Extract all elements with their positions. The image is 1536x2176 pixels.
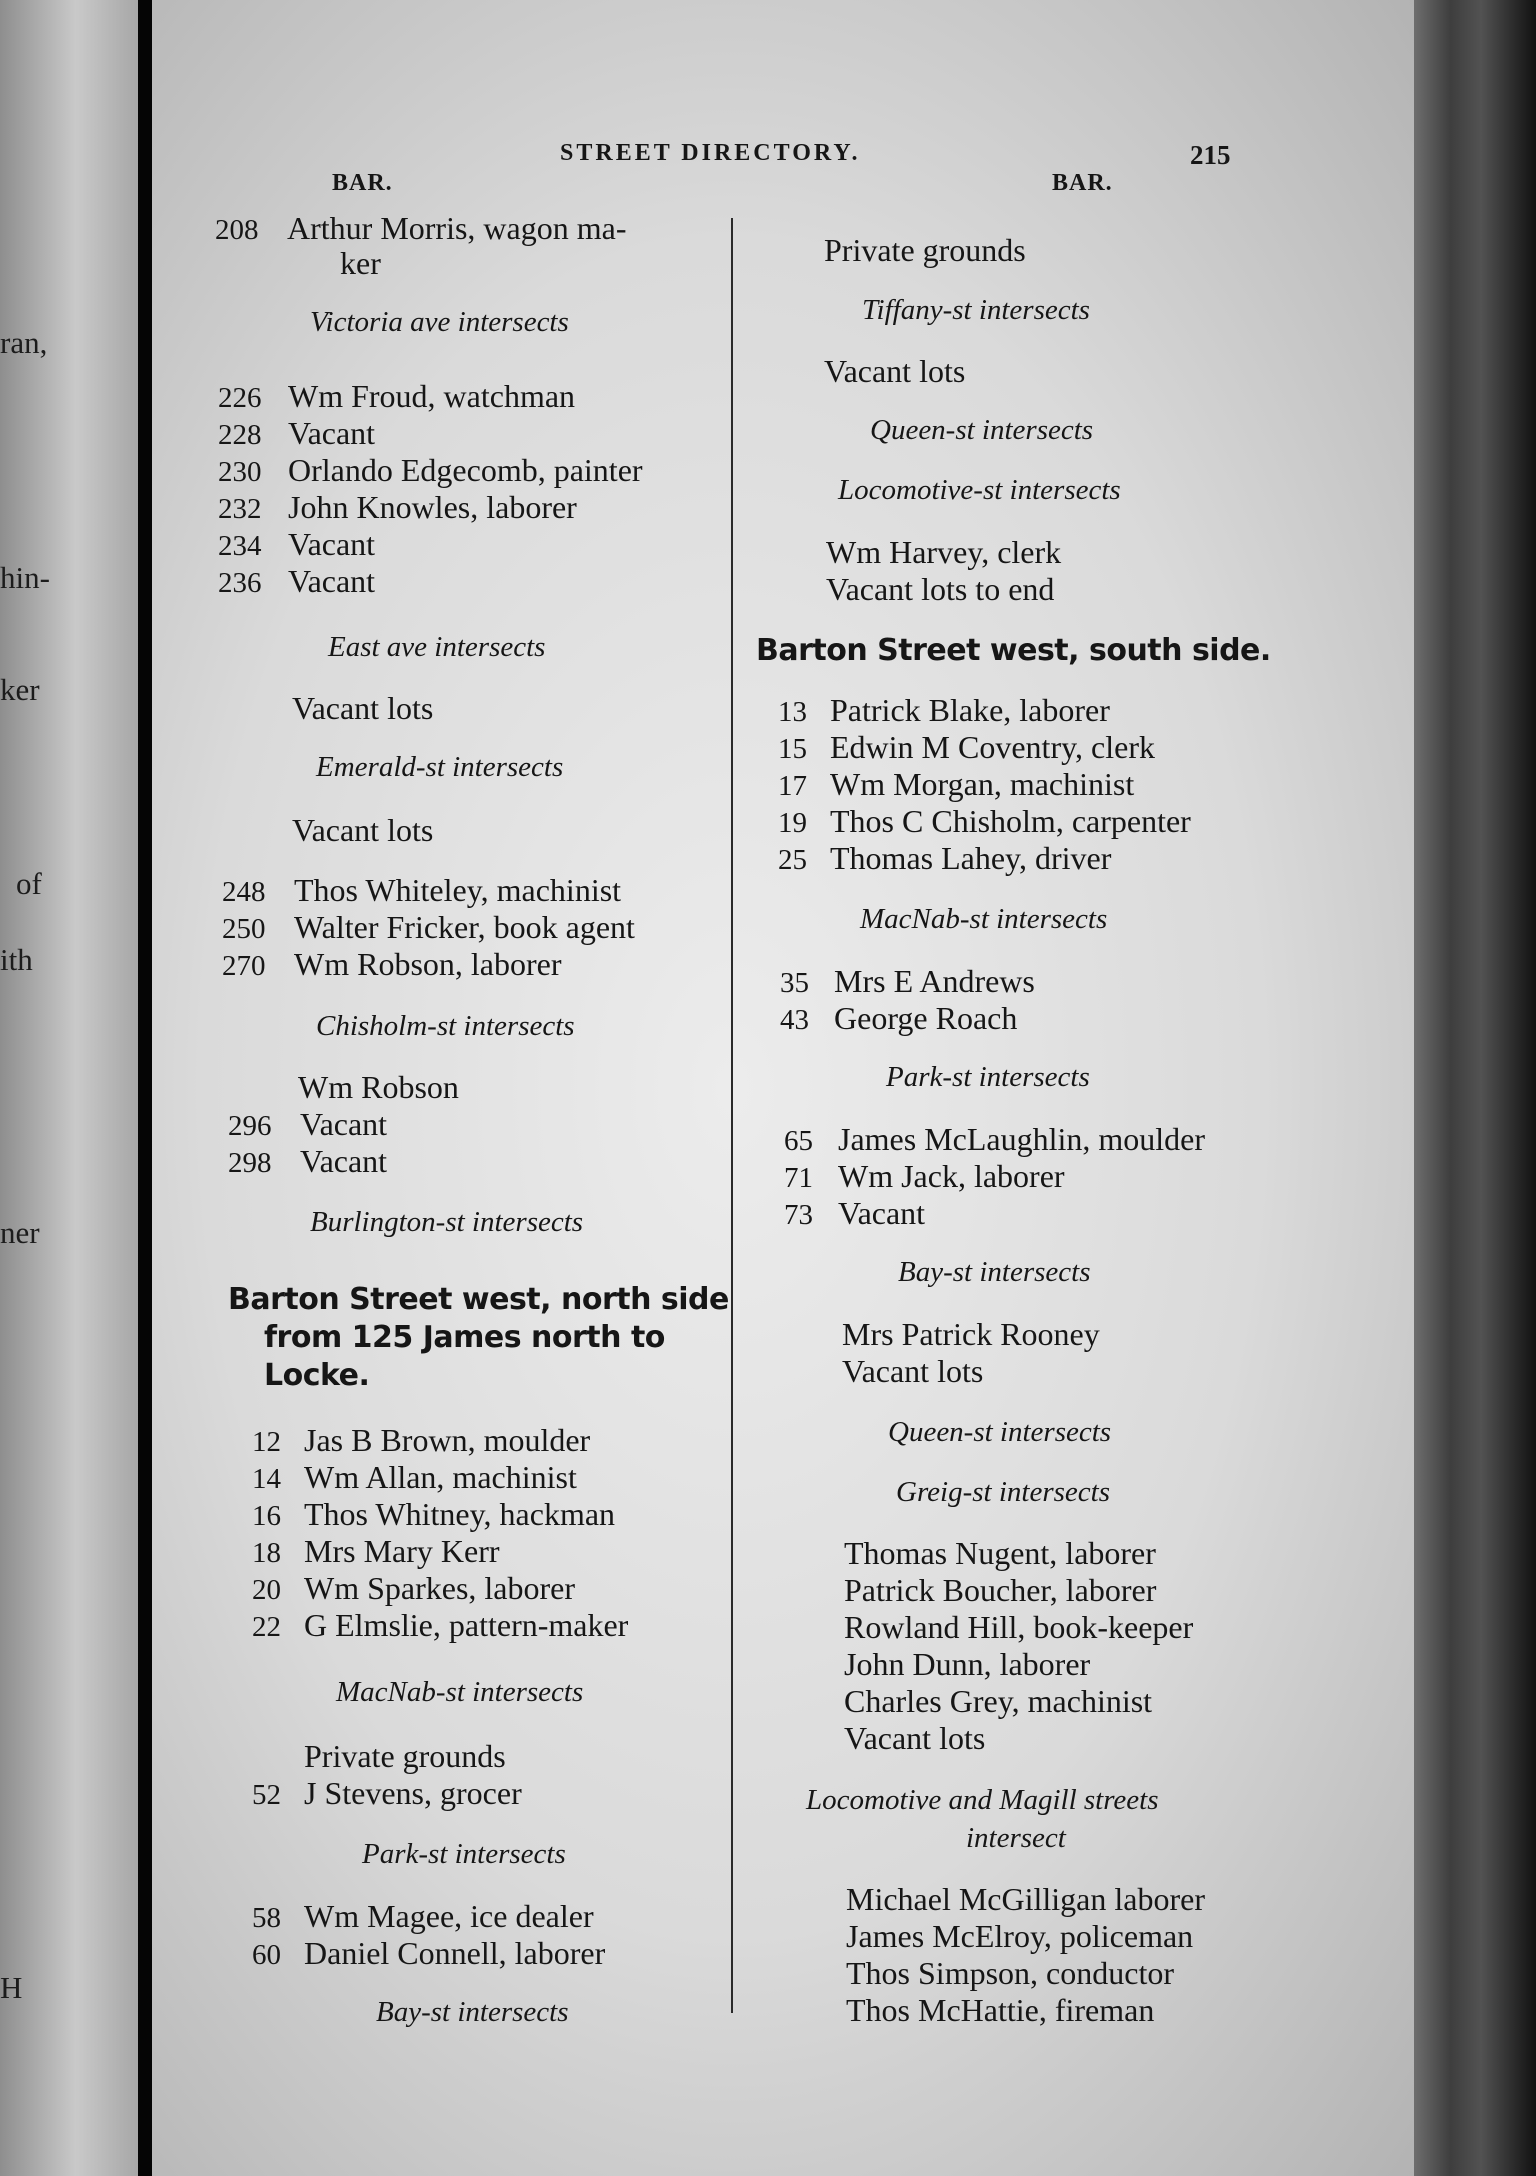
list-item: Vacant lots [292, 812, 434, 848]
list-item: Rowland Hill, book-keeper [844, 1609, 1194, 1645]
resident: Wm Jack, laborer [838, 1158, 1065, 1194]
list-item [784, 1195, 925, 1234]
list-item [218, 452, 643, 491]
list-item [780, 963, 1035, 1002]
list-item [218, 415, 375, 454]
house-number: 18 [252, 1537, 281, 1569]
house-number: 58 [252, 1902, 281, 1934]
list-item [784, 1121, 1205, 1160]
list-item [252, 1898, 594, 1937]
street-heading: Barton Street west, south side. [756, 633, 1271, 668]
resident: Wm Sparkes, laborer [304, 1570, 576, 1606]
list-item [252, 1459, 577, 1498]
list-item: Vacant lots [842, 1353, 984, 1389]
list-item [222, 909, 635, 948]
list-item [778, 803, 1191, 842]
list-item [252, 1607, 628, 1646]
house-number: 248 [222, 876, 266, 908]
page-header: STREET DIRECTORY. [560, 140, 861, 166]
intersection-note: intersect [966, 1822, 1066, 1854]
list-item [218, 526, 375, 565]
list-item [252, 1496, 615, 1535]
list-item [778, 692, 1110, 731]
page-edge [1414, 0, 1536, 2176]
intersection-note: Chisholm-st intersects [316, 1010, 575, 1042]
list-item [228, 1106, 387, 1145]
resident: George Roach [834, 1000, 1018, 1036]
house-number: 73 [784, 1199, 813, 1231]
list-item: Vacant lots [292, 690, 434, 726]
house-number: 14 [252, 1463, 281, 1495]
list-item: Thos McHattie, fireman [846, 1992, 1155, 2028]
house-number: 270 [222, 950, 266, 982]
list-item: John Dunn, laborer [844, 1646, 1091, 1682]
resident: Thos Whitney, hackman [304, 1496, 616, 1532]
list-item: Thomas Nugent, laborer [844, 1535, 1156, 1571]
house-number: 232 [218, 493, 262, 525]
list-item [780, 1000, 1017, 1039]
list-item [778, 766, 1134, 805]
list-item [252, 1570, 575, 1609]
intersection-note: Emerald-st intersects [316, 751, 564, 783]
house-number: 230 [218, 456, 262, 488]
resident: Thos C Chisholm, carpenter [830, 803, 1191, 839]
margin-fragment: H [0, 1970, 23, 2005]
column-divider [731, 218, 733, 2013]
house-number: 13 [778, 696, 807, 728]
intersection-note: Greig-st intersects [896, 1476, 1110, 1508]
resident: J Stevens, grocer [304, 1775, 522, 1811]
house-number: 65 [784, 1125, 813, 1157]
list-item [252, 1422, 590, 1461]
list-item [778, 729, 1155, 768]
house-number: 250 [222, 913, 266, 945]
intersection-note: Park-st intersects [886, 1061, 1090, 1093]
resident: James McLaughlin, moulder [838, 1121, 1206, 1157]
list-item: Vacant lots [844, 1720, 986, 1756]
list-item [222, 872, 621, 911]
list-item [252, 1775, 522, 1814]
house-number: 52 [252, 1779, 281, 1811]
intersection-note: MacNab-st intersects [860, 903, 1108, 935]
street-heading: Barton Street west, north side [228, 1282, 729, 1317]
intersection-note: Burlington-st intersects [310, 1206, 584, 1238]
list-item: Charles Grey, machinist [844, 1683, 1153, 1719]
list-item: Private grounds [824, 232, 1026, 268]
house-number: 236 [218, 567, 262, 599]
book-gutter [138, 0, 152, 2176]
resident: Wm Froud, watchman [288, 378, 576, 414]
margin-fragment: hin- [0, 560, 50, 595]
right-column-head: BAR. [1052, 170, 1113, 196]
list-item [218, 489, 577, 528]
list-item [218, 378, 575, 417]
house-number: 20 [252, 1574, 281, 1606]
list-item: Private grounds [304, 1738, 506, 1774]
list-item-continued: ker [340, 245, 381, 281]
house-number: 25 [778, 844, 807, 876]
margin-fragment: ner [0, 1215, 40, 1250]
list-item [252, 1935, 605, 1974]
street-heading: from 125 James north to [264, 1320, 665, 1355]
margin-fragment: of [16, 866, 42, 901]
resident: Thomas Lahey, driver [830, 840, 1112, 876]
list-item: Mrs Patrick Rooney [842, 1316, 1100, 1352]
resident: Arthur Morris, wagon ma- [287, 210, 627, 246]
list-item [215, 210, 626, 249]
list-item: Thos Simpson, conductor [846, 1955, 1174, 1991]
resident: Vacant [288, 526, 376, 562]
house-number: 71 [784, 1162, 813, 1194]
resident: Vacant [288, 415, 376, 451]
intersection-note: Tiffany-st intersects [862, 294, 1090, 326]
list-item: Michael McGilligan laborer [846, 1881, 1205, 1917]
list-item [784, 1158, 1065, 1197]
resident: Mrs Mary Kerr [304, 1533, 500, 1569]
list-item: Patrick Boucher, laborer [844, 1572, 1157, 1608]
intersection-note: Locomotive-st intersects [838, 474, 1121, 506]
house-number: 226 [218, 382, 262, 414]
resident: Wm Allan, machinist [304, 1459, 577, 1495]
list-item [218, 563, 375, 602]
resident: Wm Robson, laborer [294, 946, 562, 982]
resident: Vacant [838, 1195, 926, 1231]
resident: Vacant [300, 1106, 388, 1142]
list-item: Vacant lots to end [826, 571, 1055, 607]
house-number: 19 [778, 807, 807, 839]
resident: Mrs E Andrews [834, 963, 1035, 999]
resident: John Knowles, laborer [288, 489, 577, 525]
house-number: 16 [252, 1500, 281, 1532]
list-item: Wm Harvey, clerk [826, 534, 1062, 570]
resident: Wm Magee, ice dealer [304, 1898, 594, 1934]
house-number: 234 [218, 530, 262, 562]
resident: Walter Fricker, book agent [294, 909, 635, 945]
resident: Thos Whiteley, machinist [294, 872, 622, 908]
house-number: 35 [780, 967, 809, 999]
house-number: 15 [778, 733, 807, 765]
house-number: 208 [215, 214, 259, 246]
margin-fragment: ran, [0, 325, 48, 360]
margin-fragment: ker [0, 672, 40, 707]
intersection-note: Locomotive and Magill streets [806, 1784, 1159, 1816]
list-item: James McElroy, policeman [846, 1918, 1194, 1954]
resident: Edwin M Coventry, clerk [830, 729, 1155, 765]
house-number: 22 [252, 1611, 281, 1643]
resident: Vacant [300, 1143, 388, 1179]
house-number: 228 [218, 419, 262, 451]
intersection-note: East ave intersects [328, 631, 546, 663]
list-item [222, 946, 562, 985]
list-item [252, 1533, 500, 1572]
house-number: 17 [778, 770, 807, 802]
left-column-head: BAR. [332, 170, 393, 196]
house-number: 298 [228, 1147, 272, 1179]
resident: Patrick Blake, laborer [830, 692, 1110, 728]
resident: Wm Morgan, machinist [830, 766, 1135, 802]
intersection-note: Victoria ave intersects [310, 306, 569, 338]
margin-fragment: ith [0, 942, 33, 977]
list-item: Wm Robson [298, 1069, 459, 1105]
intersection-note: MacNab-st intersects [336, 1676, 584, 1708]
house-number: 296 [228, 1110, 272, 1142]
page-number: 215 [1190, 140, 1231, 170]
resident: Orlando Edgecomb, painter [288, 452, 643, 488]
intersection-note: Park-st intersects [362, 1838, 566, 1870]
intersection-note: Bay-st intersects [898, 1256, 1091, 1288]
house-number: 60 [252, 1939, 281, 1971]
resident: G Elmslie, pattern-maker [304, 1607, 629, 1643]
intersection-note: Queen-st intersects [870, 414, 1094, 446]
resident: Daniel Connell, laborer [304, 1935, 606, 1971]
street-heading: Locke. [264, 1358, 370, 1393]
intersection-note: Bay-st intersects [376, 1996, 569, 2028]
intersection-note: Queen-st intersects [888, 1416, 1112, 1448]
list-item [228, 1143, 387, 1182]
resident: Vacant [288, 563, 376, 599]
list-item [778, 840, 1111, 879]
list-item: Vacant lots [824, 353, 966, 389]
house-number: 12 [252, 1426, 281, 1458]
facing-page [0, 0, 138, 2176]
house-number: 43 [780, 1004, 809, 1036]
resident: Jas B Brown, moulder [304, 1422, 591, 1458]
